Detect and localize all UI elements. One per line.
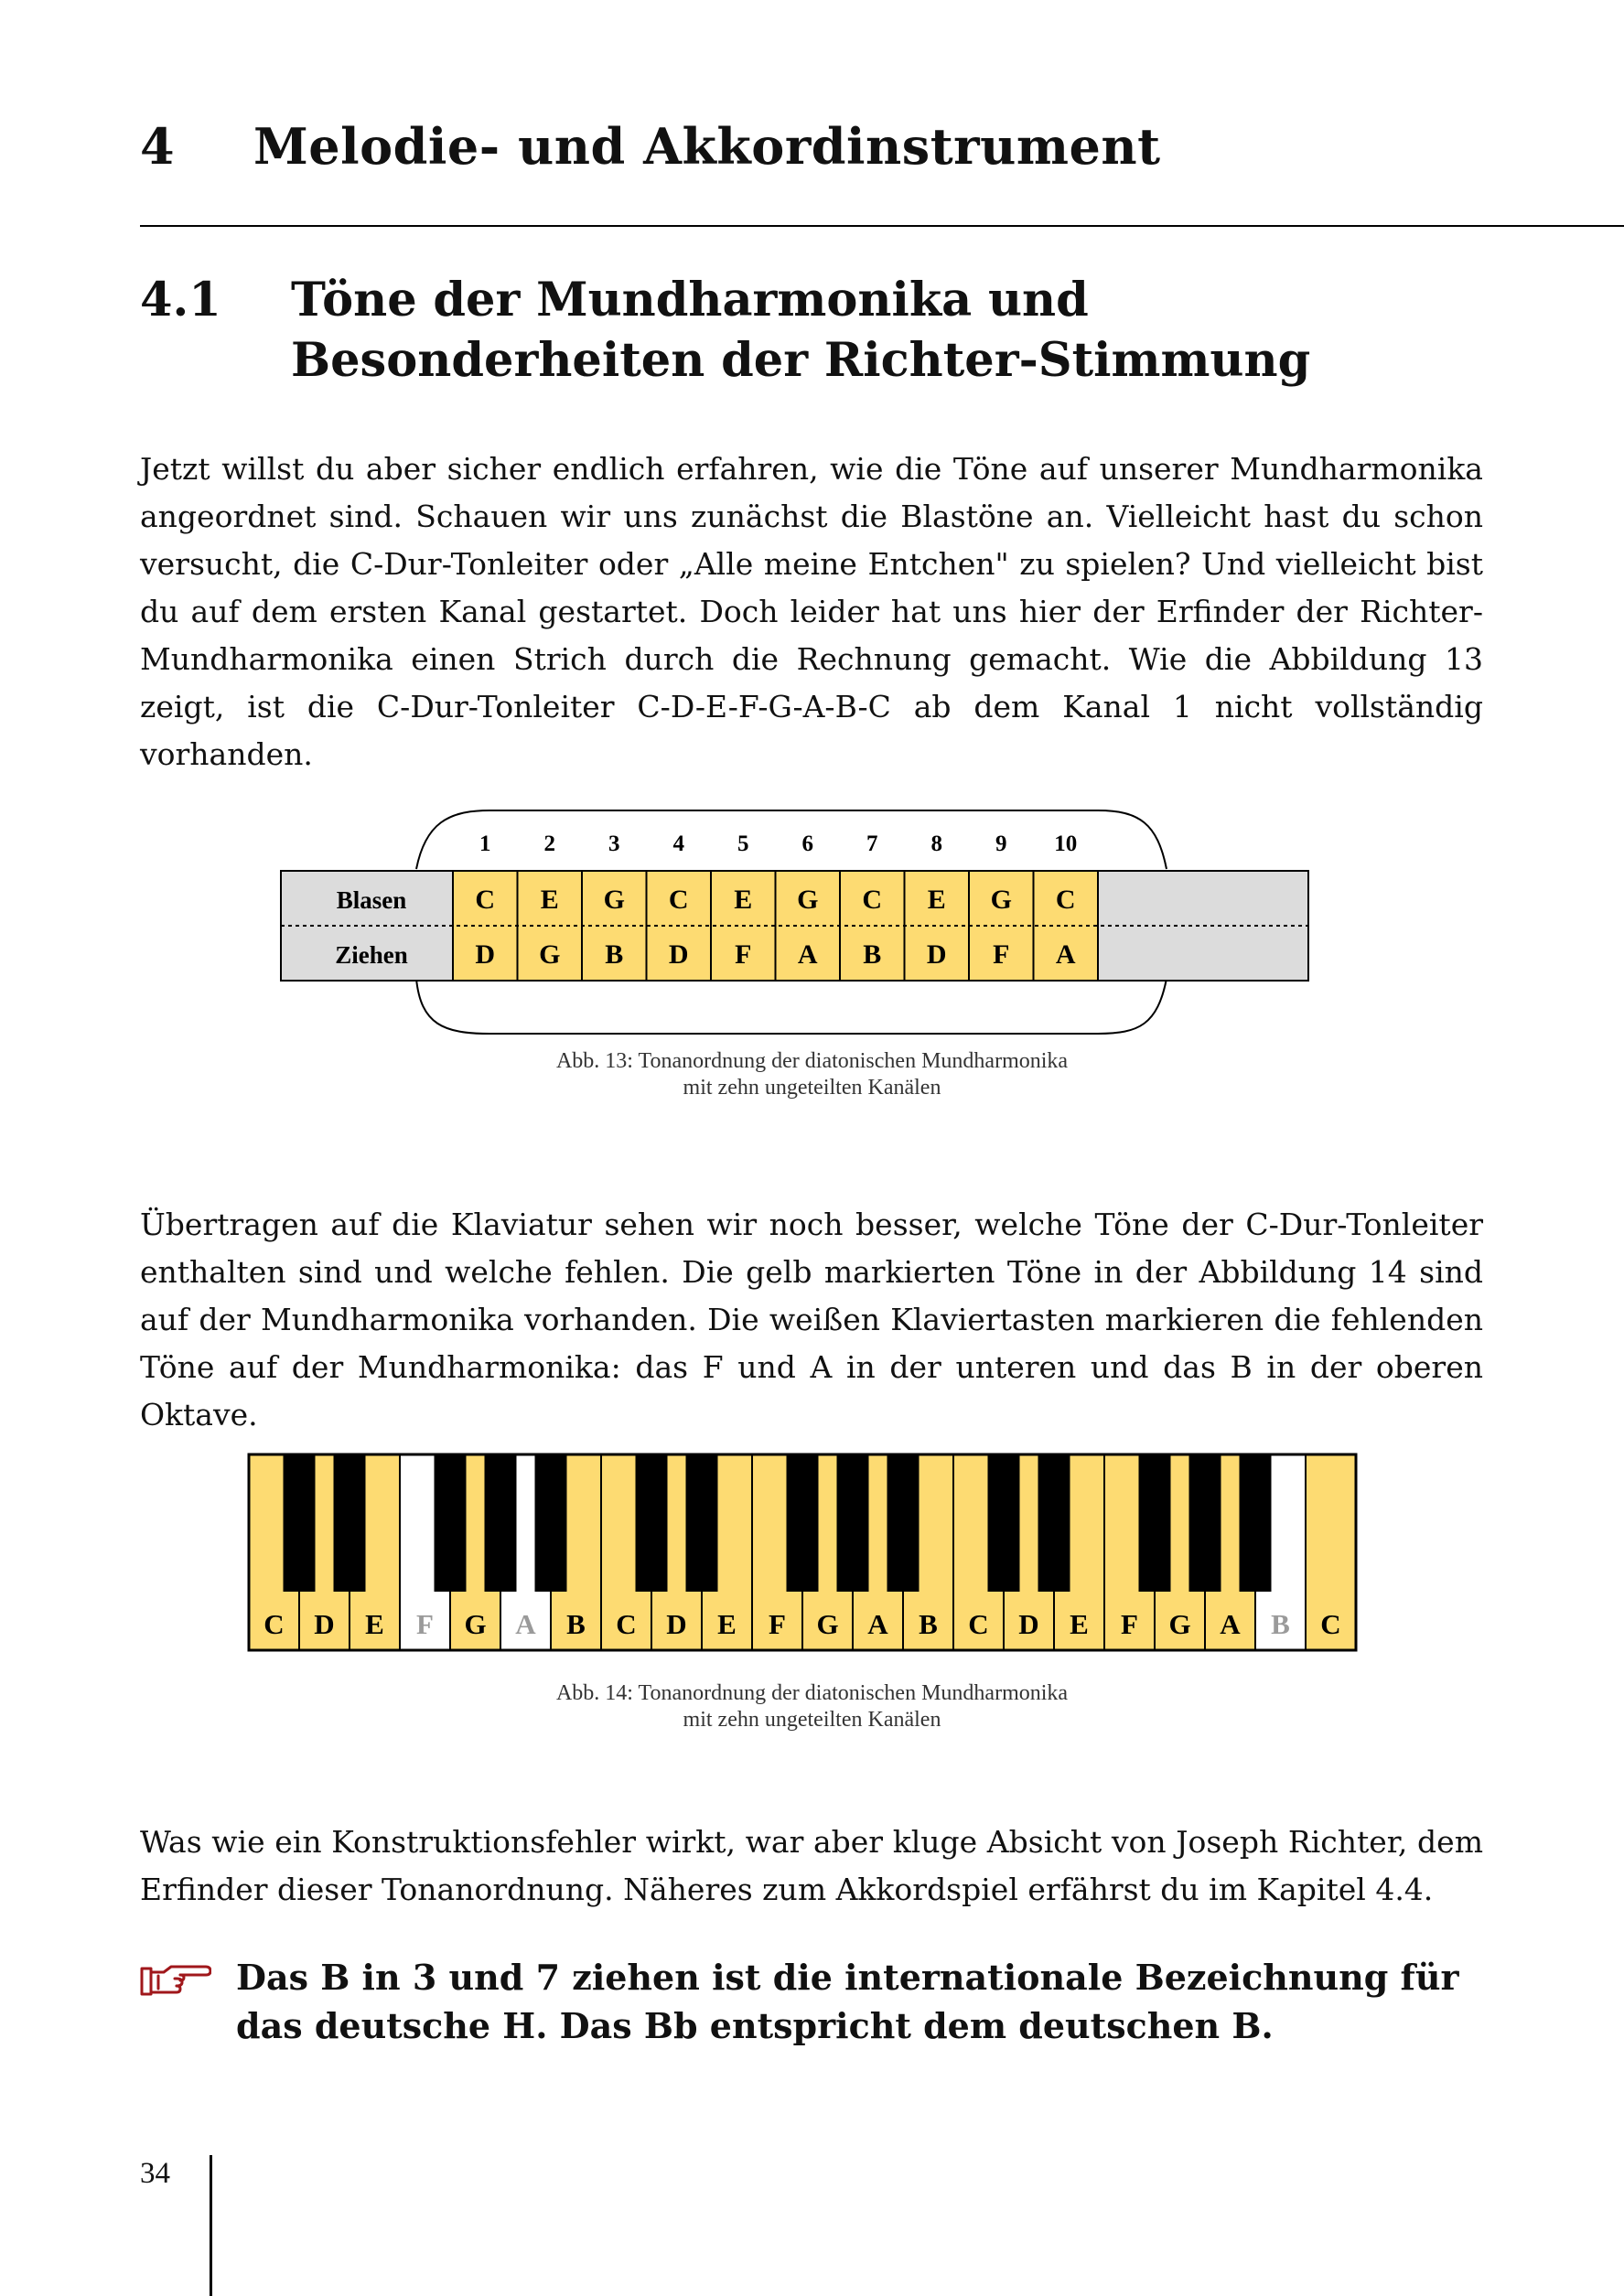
paragraph-keyboard: Übertragen auf die Klaviatur sehen wir noch besser, welche Töne der C-Dur-Tonleiter enthalten sind und welche fehlen. Die gelb markierten Töne in der Abbildung 14 sind auf der Mundharmonika vorhanden. Die weißen Klaviertasten markieren die fehlenden Töne auf der Mundharmonika: das F und A in der unteren und das B in der oberen Oktave. [140,1207,1483,1432]
channel-number: 10 [1054,831,1078,856]
black-key [1139,1454,1171,1592]
black-key [887,1454,920,1592]
white-key-label: A [867,1608,888,1640]
white-key-label: D [666,1608,687,1640]
blow-note: C [862,885,883,915]
draw-note: D [926,939,947,970]
white-key-label: G [464,1608,487,1640]
white-key-label: E [1070,1608,1089,1640]
blow-note: G [990,885,1012,915]
blow-note: E [734,885,753,915]
draw-note: B [863,939,882,970]
chapter-heading [140,117,1161,176]
white-key-label: C [1320,1608,1341,1640]
paragraph-richter: Was wie ein Konstruktionsfehler wirkt, war aber kluge Absicht von Joseph Richter, dem Erfinder dieser Tonanordnung. Näheres zum Akkordspiel erfährst du im Kapitel 4.4. [140,1824,1483,1907]
figure-14-caption [0,1680,1624,1733]
chapter-number: 4 [140,117,176,176]
keyboard-diagram [247,1453,1359,1654]
blow-note: C [1055,885,1076,915]
black-key [485,1454,517,1592]
section-title-line-1: Töne der Mundharmonika und [291,273,1089,327]
white-key-label: B [1271,1608,1290,1640]
pointing-hand-icon [140,1963,211,1998]
white-key-label: C [263,1608,285,1640]
black-key [837,1454,869,1592]
channel-number: 6 [801,831,813,856]
page-number-rule [210,2155,212,2296]
channel-number: 4 [672,831,684,856]
harmonica-cover-bottom [416,979,1167,1034]
black-key [988,1454,1020,1592]
white-key-label: E [717,1608,737,1640]
channel-number: 3 [608,831,620,856]
black-key [334,1454,366,1592]
black-key [284,1454,316,1592]
draw-note: F [735,939,752,970]
page-number: 34 [140,2157,170,2190]
black-key [787,1454,819,1592]
blow-row-label: Blasen [336,886,407,914]
white-key-label: B [919,1608,938,1640]
channel-number: 8 [930,831,942,856]
section-title [291,270,1572,391]
white-key-label: F [769,1608,786,1640]
black-key [1038,1454,1070,1592]
white-key-label: A [1220,1608,1241,1640]
figure-14-caption-line-2: mit zehn ungeteilten Kanälen [683,1708,941,1732]
note-text: Das B in 3 und 7 ziehen ist die internationale Bezeichnung für das deutsche H. Das Bb entspricht dem deutschen B. [236,1957,1459,2046]
black-key [686,1454,718,1592]
channel-number: 7 [866,831,878,856]
draw-note: D [668,939,689,970]
black-key [435,1454,467,1592]
white-key-label: C [616,1608,637,1640]
black-key [535,1454,567,1592]
draw-note: D [475,939,496,970]
section-number: 4.1 [140,273,221,327]
blow-note: E [927,885,946,915]
figure-13-caption-line-1: Abb. 13: Tonanordnung der diatonischen Mundharmonika [555,1049,1069,1073]
blow-note: C [475,885,496,915]
blow-note: E [540,885,559,915]
white-key-label: D [1018,1608,1039,1640]
channel-number: 1 [479,831,491,856]
figure-13-caption [0,1048,1624,1101]
draw-note: G [539,939,561,970]
white-key-label: A [515,1608,536,1640]
white-key-label: F [416,1608,434,1640]
black-key [1189,1454,1221,1592]
draw-note: B [605,939,624,970]
harmonica-diagram [274,805,1317,1043]
white-key-label: E [365,1608,384,1640]
black-key [1240,1454,1272,1592]
channel-number: 5 [737,831,749,856]
white-key-label: C [968,1608,989,1640]
draw-row-label: Ziehen [335,941,408,969]
figure-13-caption-line-2: mit zehn ungeteilten Kanälen [683,1076,941,1100]
blow-note: C [668,885,689,915]
black-key [636,1454,668,1592]
white-key-label: F [1121,1608,1138,1640]
white-key-label: D [314,1608,335,1640]
draw-note: A [797,939,818,970]
channel-number: 2 [543,831,555,856]
figure-14-caption-line-1: Abb. 14: Tonanordnung der diatonischen Mundharmonika [555,1681,1069,1705]
chapter-title: Melodie- und Akkordinstrument [253,117,1161,176]
white-key-label: B [566,1608,586,1640]
draw-note: A [1055,939,1076,970]
blow-note: G [603,885,625,915]
blow-note: G [797,885,819,915]
channel-number: 9 [995,831,1007,856]
paragraph-intro: Jetzt willst du aber sicher endlich erfahren, wie die Töne auf unserer Mundharmonika angeordnet sind. Schauen wir uns zunächst die Blastöne an. Vielleicht hast du schon versucht, die C-Dur-Tonleiter oder „Alle meine Entchen" zu spielen? Und vielleicht bist du auf dem ersten Kanal gestartet. Doch leider hat uns hier der Erfinder der Richter-Mundharmonika einen Strich durch die Rechnung gemacht. Wie die Abbildung 13 zeigt, ist die C-Dur-Tonleiter C-D-E-F-G-A-B-C ab dem Kanal 1 nicht vollständig vorhanden. [140,451,1483,772]
white-key-label: G [1168,1608,1191,1640]
section-title-line-2: Besonderheiten der Richter-Stimmung [291,333,1311,388]
draw-note: F [993,939,1010,970]
white-key-label: G [816,1608,839,1640]
chapter-rule [140,225,1624,227]
